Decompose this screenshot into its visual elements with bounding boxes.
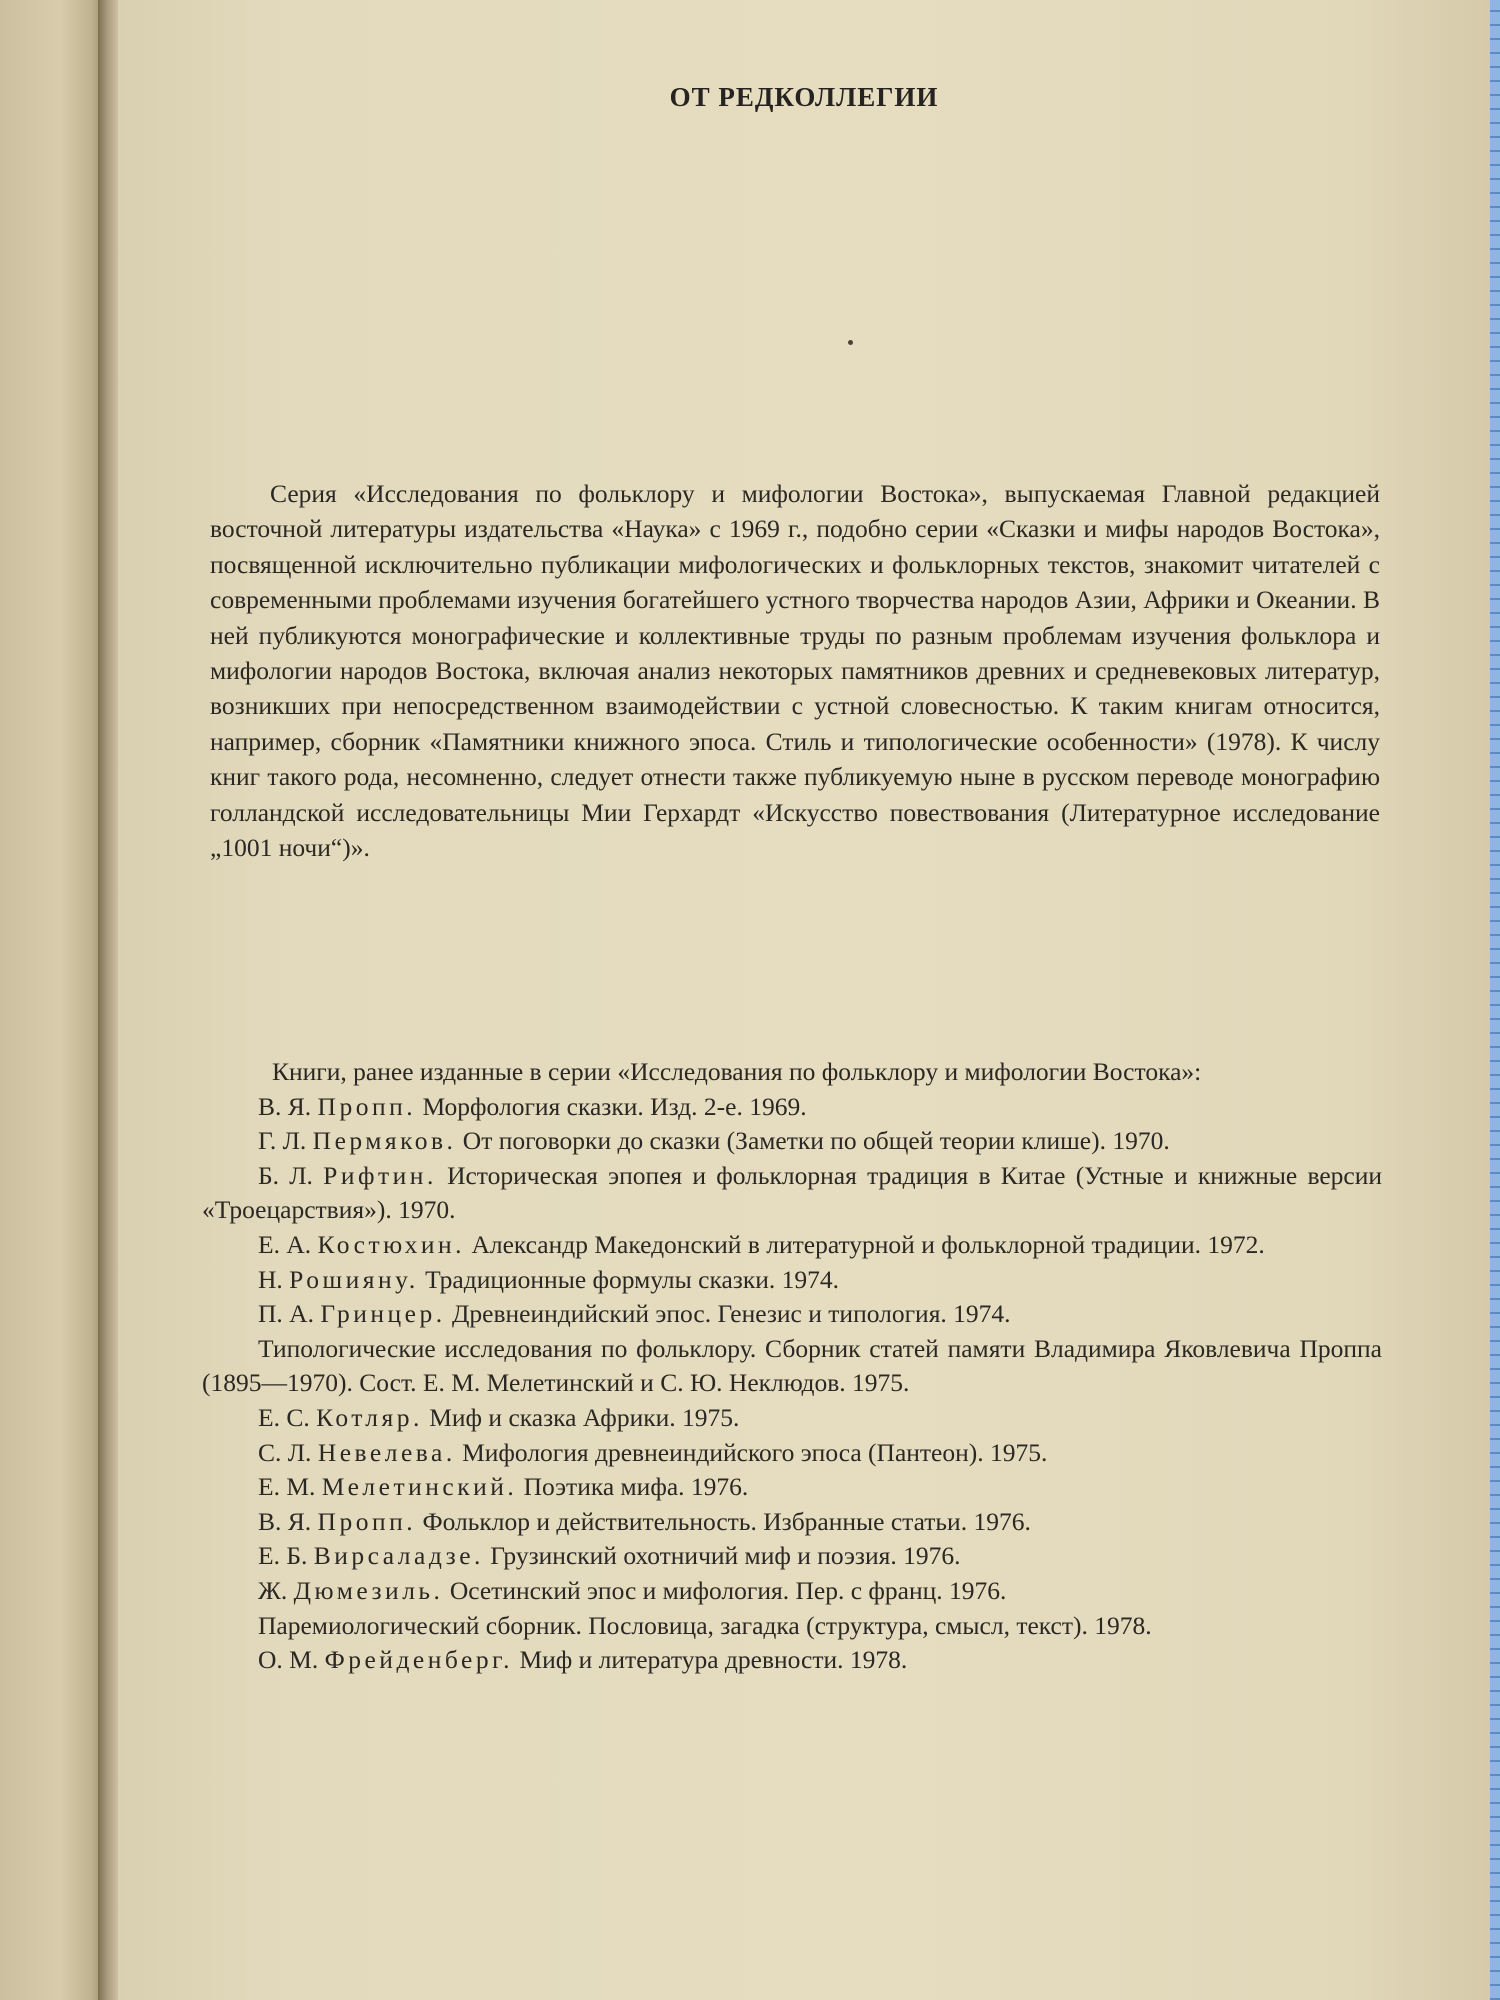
- book-entry: [202, 1436, 1382, 1471]
- blue-paper-edge: [1490, 0, 1500, 2000]
- book-title: Типологические исследования по фольклору. Сборник статей памяти Владимира Яковлевича Проппа (1895—1970). Сост. Е. М. Мелетинский и С. Ю. Неклюдов. 1975.: [202, 1333, 1382, 1398]
- books-list: [202, 1090, 1382, 1678]
- book-entry: [202, 1297, 1382, 1332]
- book-initials: Г. Л.: [258, 1126, 307, 1156]
- book-initials: Е. А.: [258, 1229, 312, 1259]
- page-title: ОТ РЕДКОЛЛЕГИИ: [669, 82, 939, 112]
- book-title: Морфология сказки. Изд. 2-е. 1969.: [422, 1091, 807, 1121]
- book-author: Рошияну.: [289, 1264, 419, 1294]
- book-title: Поэтика мифа. 1976.: [523, 1472, 749, 1502]
- book-initials: Е. Б.: [258, 1541, 308, 1571]
- book-author: Гринцер.: [320, 1299, 446, 1329]
- left-page-edge: [0, 0, 108, 2000]
- book-initials: Е. С.: [258, 1402, 310, 1432]
- book-author: Костюхин.: [317, 1229, 466, 1259]
- book-initials: О. М.: [258, 1645, 319, 1675]
- book-author: Невелева.: [317, 1437, 456, 1467]
- book-entry: [202, 1574, 1382, 1609]
- book-title: Осетинский эпос и мифология. Пер. с франц. 1976.: [449, 1575, 1007, 1605]
- books-section: [202, 1055, 1382, 1678]
- book-author: Пермяков.: [312, 1126, 457, 1156]
- book-entry: [202, 1090, 1382, 1125]
- book-title: Паремиологический сборник. Пословица, загадка (структура, смысл, текст). 1978.: [258, 1610, 1152, 1640]
- book-title: Миф и литература древности. 1978.: [519, 1645, 908, 1675]
- book-title: От поговорки до сказки (Заметки по общей теории клише). 1970.: [462, 1126, 1170, 1156]
- book-title: Мифология древнеиндийского эпоса (Пантеон). 1975.: [462, 1437, 1048, 1467]
- book-author: Вирсаладзе.: [313, 1541, 484, 1571]
- book-title: Грузинский охотничий миф и поэзия. 1976.: [490, 1541, 961, 1571]
- book-author: Котляр.: [316, 1402, 423, 1432]
- book-initials: П. А.: [258, 1299, 314, 1329]
- book-initials: С. Л.: [258, 1437, 312, 1467]
- book-initials: Б. Л.: [258, 1160, 313, 1190]
- book-entry: [202, 1159, 1382, 1228]
- book-title: Миф и сказка Африки. 1975.: [429, 1402, 740, 1432]
- book-entry: [202, 1609, 1382, 1644]
- book-title: Александр Македонский в литературной и фольклорной традиции. 1972.: [471, 1229, 1265, 1259]
- book-entry: [202, 1539, 1382, 1574]
- book-title: Историческая эпопея и фольклорная традиция в Китае (Устные и книжные версии «Троецарствия»). 1970.: [202, 1160, 1383, 1225]
- book-page: [118, 0, 1490, 2000]
- book-author: Рифтин.: [323, 1160, 437, 1190]
- book-author: Пропп.: [317, 1506, 417, 1536]
- book-entry: [202, 1401, 1382, 1436]
- book-initials: В. Я.: [258, 1506, 312, 1536]
- book-initials: Е. М.: [258, 1472, 316, 1502]
- book-entry: [202, 1505, 1382, 1540]
- book-author: Дюмезиль.: [293, 1575, 444, 1605]
- intro-paragraph: Серия «Исследования по фольклору и мифологии Востока», выпускаемая Главной редакцией восточной литературы издательства «Наука» с 1969 г., подобно серии «Сказки и мифы народов Востока», посвященной исключительно публикации мифологических и фольклорных текстов, знакомит читателей с современными проблемами изучения богатейшего устного творчества народов Азии, Африки и Океании. В ней публикуются монографические и коллективные труды по разным проблемам изучения фольклора и мифологии народов Востока, включая анализ некоторых памятников древних и средневековых литератур, возникших при непосредственном взаимодействии с устной словесностью. К таким книгам относится, например, сборник «Памятники книжного эпоса. Стиль и типологические особенности» (1978). К числу книг такого рода, несомненно, следует отнести также публикуемую ныне в русском переводе монографию голландской исследовательницы Мии Герхардт «Искусство повествования (Литературное исследование „1001 ночи“)».: [210, 479, 1380, 863]
- book-initials: В. Я.: [258, 1091, 312, 1121]
- book-entry: [202, 1263, 1382, 1298]
- book-author: Пропп.: [317, 1091, 417, 1121]
- book-author: Мелетинский.: [321, 1472, 518, 1502]
- book-entry: [202, 1228, 1382, 1263]
- book-title: Фольклор и действительность. Избранные статьи. 1976.: [422, 1506, 1031, 1536]
- book-author: Фрейденберг.: [324, 1645, 514, 1675]
- book-initials: Ж.: [258, 1575, 288, 1605]
- book-entry: [202, 1470, 1382, 1505]
- books-intro: Книги, ранее изданные в серии «Исследования по фольклору и мифологии Востока»:: [272, 1057, 1202, 1086]
- book-title: Традиционные формулы сказки. 1974.: [425, 1264, 840, 1294]
- book-gutter: [98, 0, 120, 2000]
- book-entry: [202, 1643, 1382, 1678]
- book-entry: [202, 1332, 1382, 1401]
- book-title: Древнеиндийский эпос. Генезис и типология. 1974.: [452, 1299, 1011, 1329]
- ink-speck: [848, 340, 853, 345]
- book-entry: [202, 1124, 1382, 1159]
- book-initials: Н.: [258, 1264, 283, 1294]
